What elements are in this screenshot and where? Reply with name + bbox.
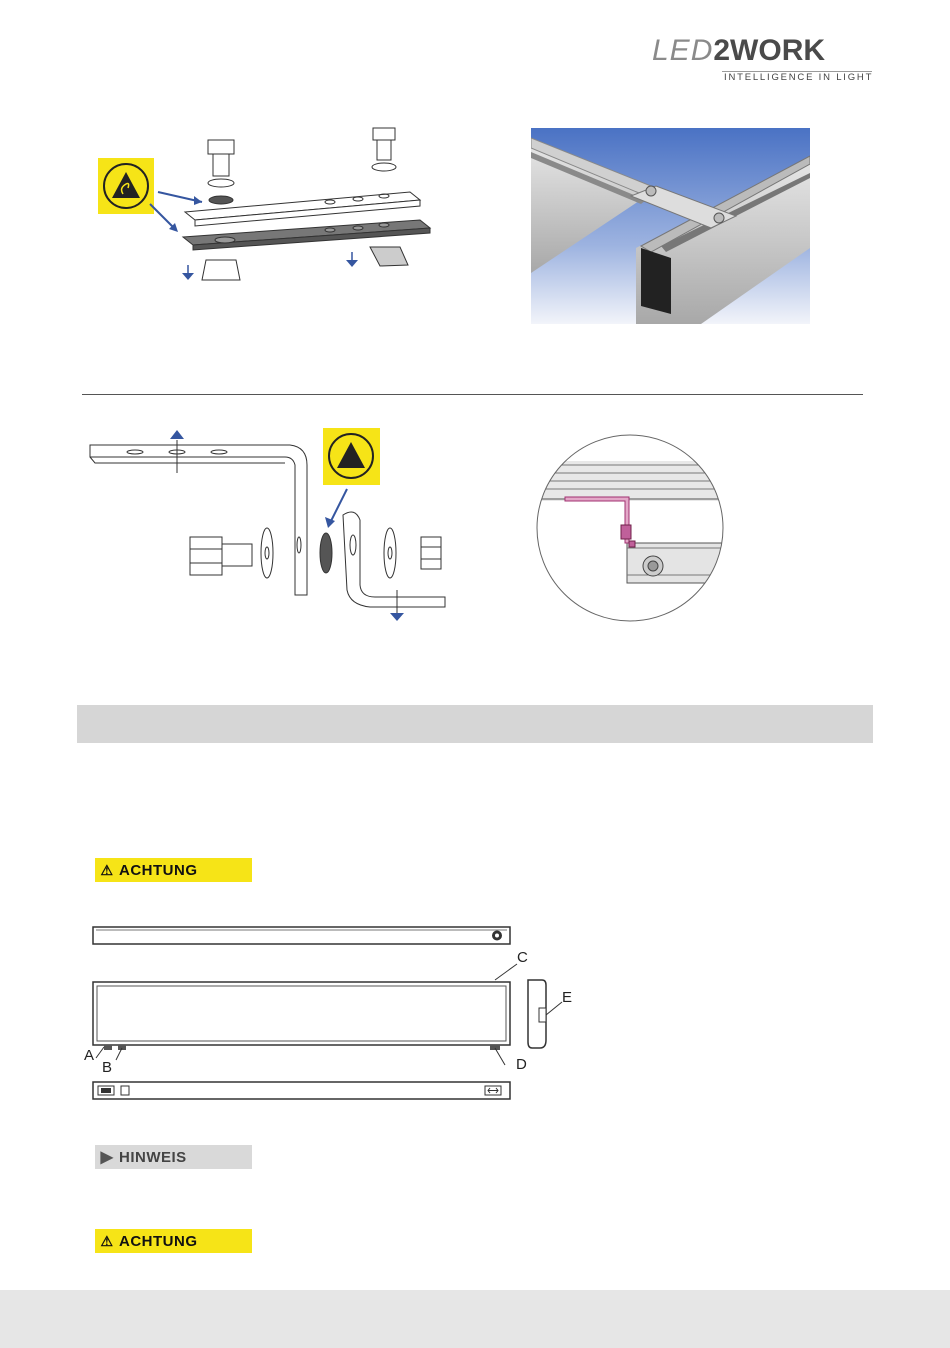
connector-plate-exploded-diagram <box>90 120 450 295</box>
esd-warning-icon <box>98 158 154 214</box>
luminaire-views-diagram <box>80 920 580 1110</box>
warning-triangle-icon: ⚠ <box>100 861 114 878</box>
play-arrow-icon: ▶ <box>100 1149 114 1166</box>
hint-notice <box>95 1145 252 1169</box>
warning-triangle-icon: ⚠ <box>100 1232 114 1249</box>
label-a: A <box>84 1047 95 1064</box>
section-divider <box>82 394 863 395</box>
page-footer <box>0 1290 950 1348</box>
angle-bracket-exploded-diagram <box>85 425 455 625</box>
logo-2work: 2WORK <box>713 34 826 67</box>
label-d: D <box>516 1056 527 1073</box>
logo-tagline: INTELLIGENCE IN LIGHT <box>724 72 874 83</box>
label-c: C <box>517 949 528 966</box>
label-b: B <box>102 1059 113 1076</box>
bolt-left <box>208 140 234 204</box>
profile-corner-photo <box>531 128 810 324</box>
bolt-right <box>372 128 396 171</box>
bracket-mounting-detail-circle <box>535 433 725 623</box>
hint-notice-label: HINWEIS <box>119 1148 187 1166</box>
section-header-bar <box>77 705 873 743</box>
logo-led: LED <box>652 34 714 67</box>
warning-notice-label: ACHTUNG <box>119 861 198 879</box>
logo-wordmark <box>652 34 825 68</box>
label-e: E <box>562 989 573 1006</box>
warning-notice-1 <box>95 858 252 882</box>
warning-notice-2 <box>95 1229 252 1253</box>
warning-notice-label-2: ACHTUNG <box>119 1232 198 1250</box>
esd-warning-icon-bracket <box>323 428 380 485</box>
brand-logo <box>650 34 875 83</box>
